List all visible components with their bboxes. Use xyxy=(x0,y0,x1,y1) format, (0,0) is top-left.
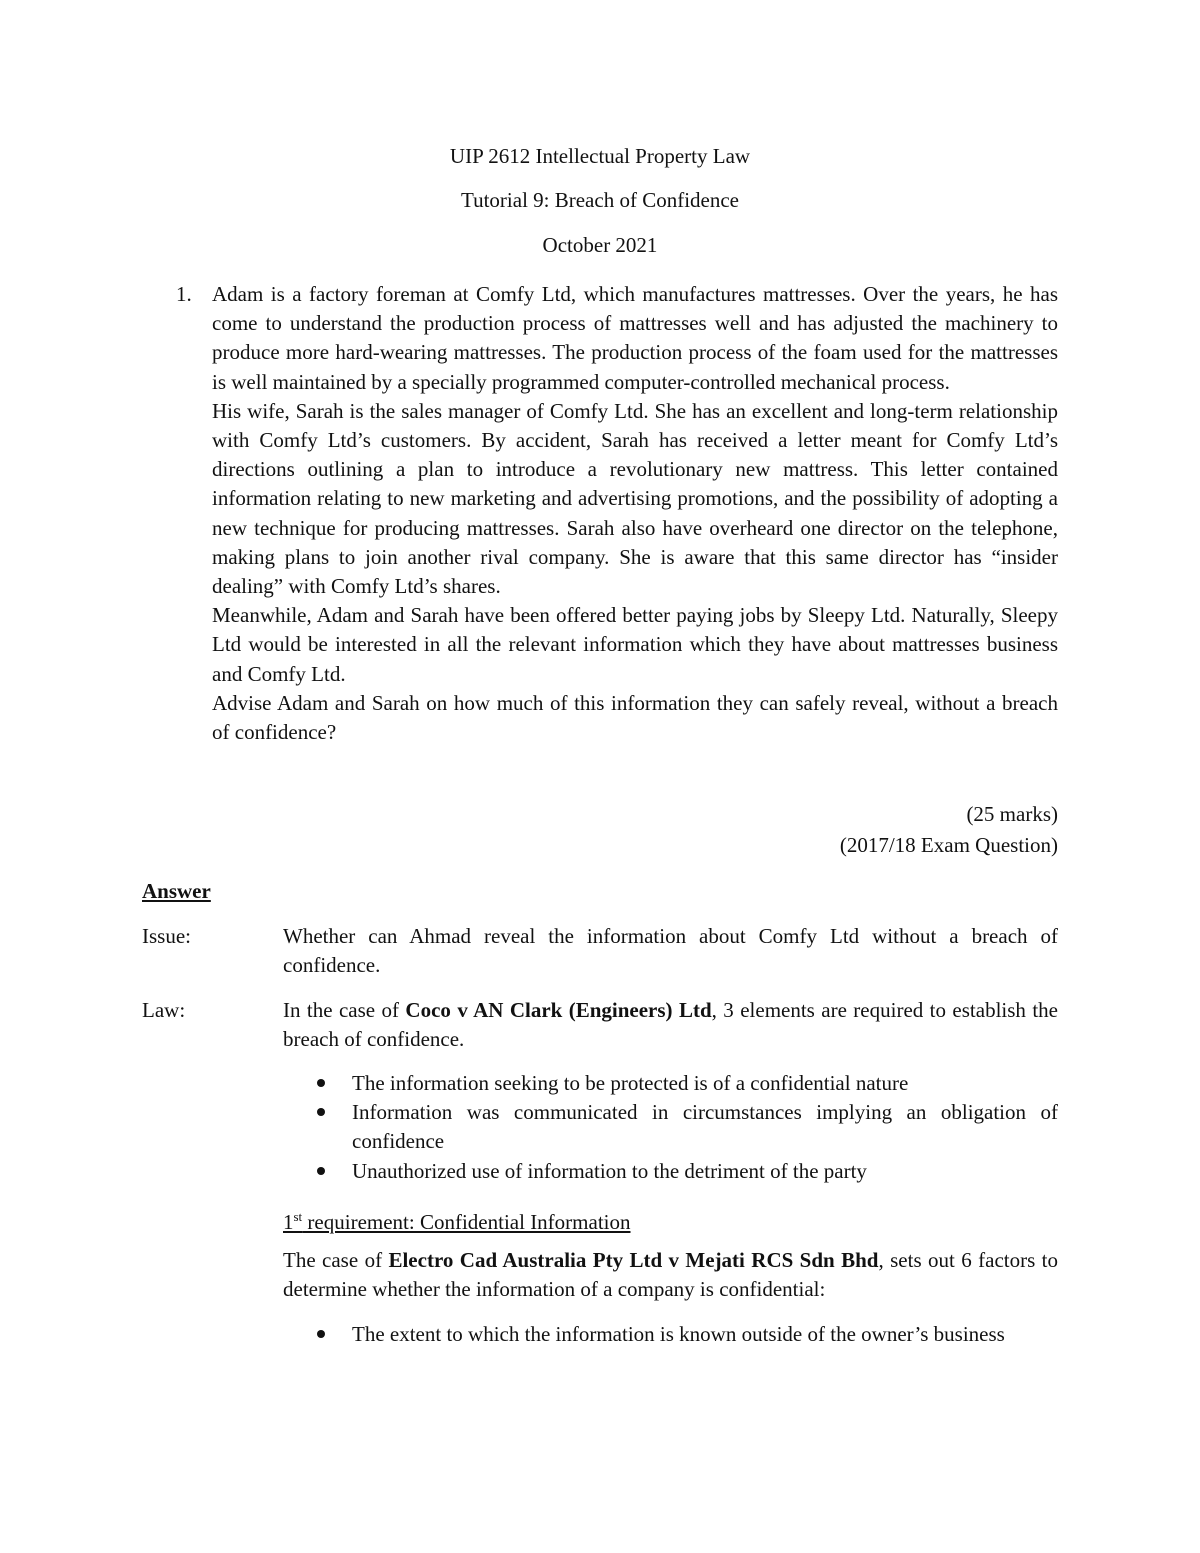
law-text-prefix: In the case of xyxy=(283,998,406,1022)
question-paragraph: His wife, Sarah is the sales manager of Comfy Ltd. She has an excellent and long-term relationship with Comfy Ltd’s customers. By accident, Sarah has received a letter meant for Comfy Ltd’s directions outlining a plan to introduce a revolutionary new mattress. This letter contained information relating to new marketing and advertising promotions, and the possibility of adopting a new technique for producing mattresses. Sarah also have overheard one director on the telephone, making plans to join another rival company. She is aware that this same director has “insider dealing” with Comfy Ltd’s shares. xyxy=(212,398,1058,599)
factors-suffix: , sets out 6 factors to determine whether the information of a company is confidential: xyxy=(283,1248,1059,1302)
question-paragraph: Meanwhile, Adam and Sarah have been offered better paying jobs by Sleepy Ltd. Naturally, Sleepy Ltd would be interested in all the relevant information which they have about mattresses business and Comfy Ltd. xyxy=(212,603,1058,686)
requirement-number: 1 xyxy=(283,1210,294,1234)
list-item-text: The extent to which the information is known outside of the owner’s business xyxy=(352,1322,1005,1346)
answer-heading: Answer xyxy=(142,879,211,903)
list-item xyxy=(283,1098,1058,1156)
course-title: UIP 2612 Intellectual Property Law xyxy=(449,144,751,168)
elements-list xyxy=(283,1069,1058,1186)
law-text xyxy=(283,996,1058,1054)
list-item xyxy=(283,1320,1058,1349)
bullet-icon xyxy=(317,1167,325,1175)
list-item-text: Unauthorized use of information to the detriment of the party xyxy=(352,1158,867,1183)
requirement-ordinal: st xyxy=(293,1209,303,1224)
law-label: Law: xyxy=(142,998,186,1022)
bullet-icon xyxy=(317,1079,325,1087)
case-name-electro-cad: Electro Cad Australia Pty Ltd v Mejati RCS Sdn Bhd xyxy=(388,1248,879,1272)
factors-list xyxy=(283,1320,1058,1349)
question-paragraph: Adam is a factory foreman at Comfy Ltd, which manufactures mattresses. Over the years, he has come to understand the production process of mattresses well and has adjusted the machinery to produce more hard-wearing mattresses. The production process of the foam used for the mattresses is well maintained by a specially programmed computer-controlled mechanical process. xyxy=(212,282,1058,394)
question-paragraph: Advise Adam and Sarah on how much of this information they can safely reveal, without a breach of confidence? xyxy=(212,690,1058,745)
question-marks: (25 marks) xyxy=(966,802,1058,826)
requirement-1-heading xyxy=(283,1202,631,1237)
list-item-text: The information seeking to be protected is of a confidential nature xyxy=(352,1071,909,1095)
case-name-coco: Coco v AN Clark (Engineers) Ltd xyxy=(405,998,712,1022)
bullet-icon xyxy=(317,1108,325,1116)
question-number: 1. xyxy=(176,282,192,306)
bullet-icon xyxy=(317,1330,325,1338)
list-item xyxy=(283,1069,1058,1098)
question-source: (2017/18 Exam Question) xyxy=(839,833,1058,857)
factors-intro xyxy=(283,1246,1058,1304)
issue-text: Whether can Ahmad reveal the information about Comfy Ltd without a breach of confidence. xyxy=(283,924,1058,978)
tutorial-title: Tutorial 9: Breach of Confidence xyxy=(461,188,739,212)
factors-prefix: The case of xyxy=(283,1248,389,1272)
list-item xyxy=(283,1157,1058,1186)
requirement-title: requirement: Confidential Information xyxy=(302,1210,631,1234)
question-body xyxy=(212,280,1058,747)
document-date: October 2021 xyxy=(542,233,658,257)
list-item-text: Information was communicated in circumstances implying an obligation of confidence xyxy=(352,1100,1058,1154)
law-text-suffix: , 3 elements are required to establish the breach of confidence. xyxy=(283,998,1058,1052)
issue-label: Issue: xyxy=(142,924,191,948)
